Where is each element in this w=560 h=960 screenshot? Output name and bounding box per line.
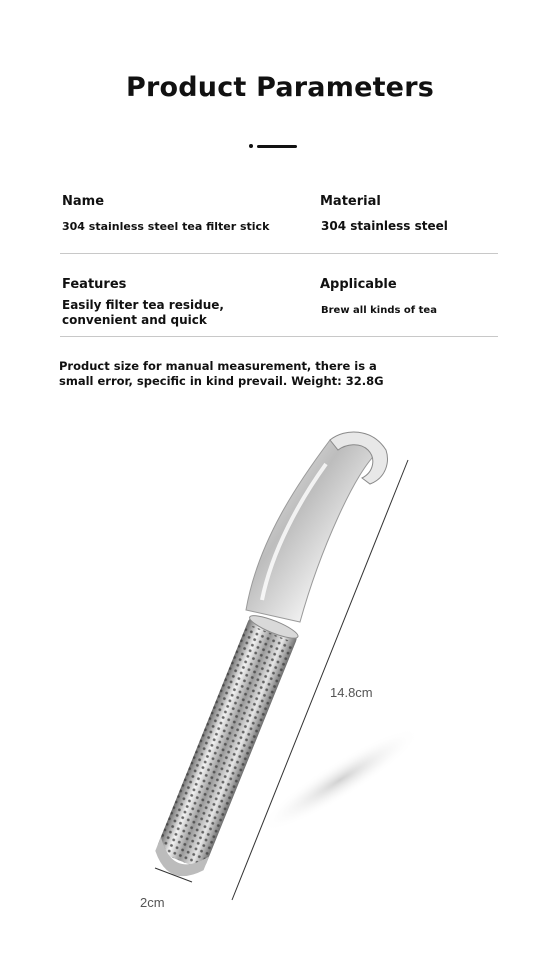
page-title: Product Parameters — [126, 72, 434, 103]
product-shadow — [250, 714, 430, 845]
param-features-label: Features — [62, 277, 127, 292]
divider-dot — [249, 144, 253, 148]
tea-filter-stick-image — [0, 400, 560, 920]
title-divider — [249, 143, 299, 149]
param-applicable-value: Brew all kinds of tea — [321, 305, 437, 316]
filter-handle — [246, 433, 378, 623]
width-dimension-label: 2cm — [140, 895, 165, 910]
param-material-label: Material — [320, 194, 381, 209]
param-name-label: Name — [62, 194, 105, 209]
param-features-value: Easily filter tea residue, convenient and quick — [62, 298, 224, 327]
row-divider — [60, 336, 498, 337]
row-divider — [60, 253, 498, 254]
param-material-value: 304 stainless steel — [321, 219, 448, 233]
param-name-value: 304 stainless steel tea filter stick — [62, 220, 270, 233]
filter-tube — [150, 612, 300, 885]
length-dimension-label: 14.8cm — [330, 685, 373, 700]
measurement-note: Product size for manual measurement, there is a small error, specific in kind prevail. Weight: 32.8G — [59, 359, 384, 388]
divider-bar — [257, 145, 297, 148]
param-applicable-label: Applicable — [320, 277, 397, 292]
